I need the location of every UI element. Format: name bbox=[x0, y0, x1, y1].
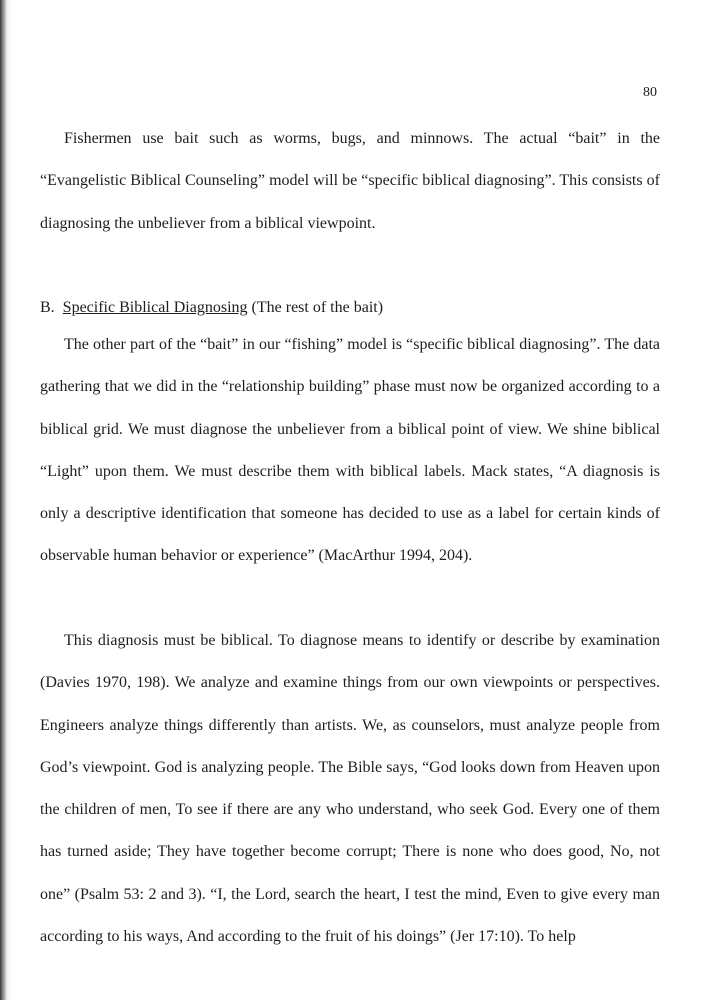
section-heading bbox=[40, 287, 383, 329]
section-note: (The rest of the bait) bbox=[251, 299, 384, 316]
section-title: Specific Biblical Diagnosing bbox=[62, 299, 248, 316]
paragraph-intro bbox=[40, 118, 660, 245]
paragraph-diagnosis bbox=[40, 620, 660, 958]
section-label: B. bbox=[40, 299, 55, 316]
paragraph-text: This diagnosis must be biblical. To diagnose means to identify or describe by examination (Davies 1970, 198). We analyze and examine things from our own viewpoints or perspectives. Engineers analyze things differently than artists. We, as counselors, must analyze people from God’s viewpoint. God is analyzing people. The Bible says, “God looks down from Heaven upon the children of men, To see if there are any who understand, who seek God. Every one of them has turned aside; They have together become corrupt; There is none who does good, No, not one” (Psalm 53: 2 and 3). “I, the Lord, search the heart, I test the mind, Even to give every man according to his ways, And according to the fruit of his doings” (Jer 17:10). To help bbox=[40, 632, 660, 946]
page-number: 80 bbox=[643, 85, 657, 100]
paragraph-text: The other part of the “bait” in our “fishing” model is “specific biblical diagnosing”. The data gathering that we did in the “relationship building” phase must now be organized according to a biblical grid. We must diagnose the unbeliever from a biblical point of view. We shine biblical “Light” upon them. We must describe them with biblical labels. Mack states, “A diagnosis is only a descriptive identification that someone has decided to use as a label for certain kinds of observable human behavior or experience” (MacArthur 1994, 204). bbox=[40, 336, 660, 565]
paragraph-bait bbox=[40, 324, 660, 578]
paragraph-text: Fishermen use bait such as worms, bugs, and minnows. The actual “bait” in the “Evangelistic Biblical Counseling” model will be “specific biblical diagnosing”. This consists of diagnosing the unbeliever from a biblical viewpoint. bbox=[40, 130, 660, 232]
